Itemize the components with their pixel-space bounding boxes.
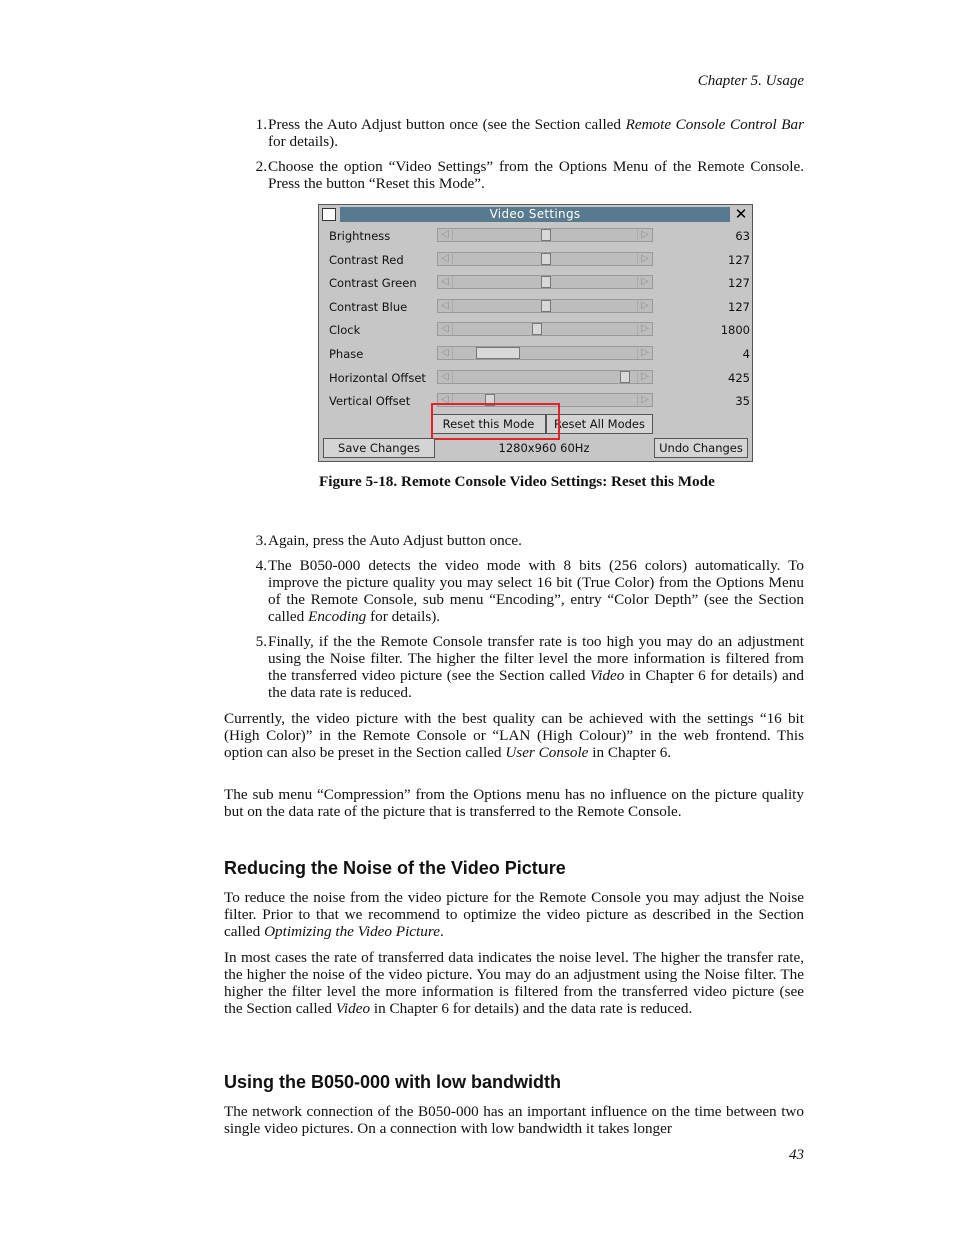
setting-label: Vertical Offset <box>329 394 411 409</box>
setting-row <box>319 298 752 318</box>
list-number: 4. <box>255 557 267 574</box>
paragraph-compression: The sub menu “Compression” from the Options menu has no influence on the picture quality but on the data rate of the picture that is transferred to the Remote Console. <box>224 786 804 820</box>
setting-label: Brightness <box>329 229 391 243</box>
close-icon[interactable]: ✕ <box>734 205 748 223</box>
save-changes-button[interactable]: Save Changes <box>323 438 435 458</box>
arrow-right-icon[interactable]: ▷ <box>637 394 652 406</box>
setting-value: 425 <box>728 370 750 385</box>
list-item <box>247 633 804 701</box>
reset-this-mode-button[interactable]: Reset this Mode <box>431 414 546 434</box>
arrow-right-icon[interactable]: ▷ <box>637 323 652 335</box>
arrow-right-icon[interactable]: ▷ <box>637 300 652 312</box>
slider-thumb[interactable] <box>532 323 542 335</box>
setting-label: Contrast Red <box>329 252 404 267</box>
slider-thumb[interactable] <box>541 253 551 265</box>
setting-label: Contrast Blue <box>329 299 408 314</box>
window-menu-icon[interactable] <box>322 208 336 221</box>
list-text: Choose the option “Video Settings” from the Options Menu of the Remote Console. Press the button “Reset this Mode”. <box>268 158 804 192</box>
setting-value: 127 <box>728 276 750 291</box>
paragraph-currently: Currently, the video picture with the best quality can be achieved with the settings “16 bit (High Color)” in the Remote Console or “LAN (High Colour)” in the web frontend. This option can also be preset in the Section called User Console in Chapter 6. <box>224 710 804 761</box>
section-heading-bandwidth: Using the B050-000 with low bandwidth <box>224 1072 562 1092</box>
list-item <box>247 532 804 549</box>
undo-changes-button[interactable]: Undo Changes <box>654 438 748 458</box>
list-item <box>247 557 804 625</box>
setting-value: 35 <box>735 394 750 409</box>
arrow-left-icon[interactable]: ◁ <box>438 229 453 241</box>
list-number: 1. <box>255 116 267 133</box>
arrow-right-icon[interactable]: ▷ <box>637 253 652 265</box>
dialog-titlebar <box>322 207 749 223</box>
setting-row <box>319 345 752 365</box>
figure-caption: Figure 5-18. Remote Console Video Settings: Reset this Mode <box>319 473 715 490</box>
setting-slider[interactable] <box>437 370 653 384</box>
arrow-left-icon[interactable]: ◁ <box>438 276 453 288</box>
setting-value: 4 <box>742 347 750 361</box>
setting-value: 63 <box>735 229 750 243</box>
slider-thumb[interactable] <box>541 276 551 288</box>
slider-thumb[interactable] <box>541 229 551 241</box>
setting-row <box>319 227 752 247</box>
setting-label: Contrast Green <box>329 276 417 291</box>
list-number: 5. <box>255 633 267 650</box>
paragraph-noise-2: In most cases the rate of transferred data indicates the noise level. The higher the transfer rate, the higher the noise of the video picture. You may do an adjustment using the Noise filter. The higher the filter level the more information is filtered from the transferred video picture (see the Section called Video in Chapter 6 for details) and the data rate is reduced. <box>224 949 804 1017</box>
list-number: 2. <box>255 158 267 175</box>
list-text: Finally, if the the Remote Console transfer rate is too high you may do an adjustment using the Noise filter. The higher the filter level the more information is filtered from the transferred video picture (see the Section called Video in Chapter 6 for details) and the data rate is reduced. <box>268 633 804 701</box>
slider-thumb[interactable] <box>476 347 520 359</box>
setting-value: 127 <box>728 299 750 314</box>
setting-row <box>319 321 752 341</box>
arrow-left-icon[interactable]: ◁ <box>438 394 453 406</box>
arrow-right-icon[interactable]: ▷ <box>637 371 652 383</box>
setting-row <box>319 369 752 389</box>
setting-row <box>319 274 752 294</box>
setting-slider[interactable] <box>437 252 653 266</box>
arrow-right-icon[interactable]: ▷ <box>637 229 652 241</box>
arrow-left-icon[interactable]: ◁ <box>438 300 453 312</box>
setting-slider[interactable] <box>437 275 653 289</box>
list-text: Press the Auto Adjust button once (see the Section called Remote Console Control Bar for details). <box>268 116 804 150</box>
reset-all-modes-button[interactable]: Reset All Modes <box>546 414 653 434</box>
section-heading-noise: Reducing the Noise of the Video Picture <box>224 858 566 878</box>
setting-slider[interactable] <box>437 346 653 360</box>
arrow-left-icon[interactable]: ◁ <box>438 323 453 335</box>
arrow-left-icon[interactable]: ◁ <box>438 371 453 383</box>
page-number: 43 <box>789 1147 804 1163</box>
arrow-left-icon[interactable]: ◁ <box>438 347 453 359</box>
paragraph-noise-1: To reduce the noise from the video picture for the Remote Console you may adjust the Noise filter. Prior to that we recommend to optimize the video picture as described in the Section called Optimizing the Video Picture. <box>224 889 804 940</box>
setting-row <box>319 251 752 271</box>
slider-thumb[interactable] <box>620 371 630 383</box>
list-text: Again, press the Auto Adjust button once. <box>268 532 522 549</box>
list-item <box>247 158 804 192</box>
setting-value: 127 <box>728 252 750 267</box>
setting-value: 1800 <box>720 323 750 338</box>
arrow-left-icon[interactable]: ◁ <box>438 253 453 265</box>
resolution-label: 1280x960 60Hz <box>498 441 590 455</box>
list-item <box>247 116 804 150</box>
arrow-right-icon[interactable]: ▷ <box>637 276 652 288</box>
list-text: The B050-000 detects the video mode with 8 bits (256 colors) automatically. To improve the picture quality you may select 16 bit (True Color) from the Options Menu of the Remote Console, sub menu “Encoding”, entry “Color Depth” (see the Section called Encoding for details). <box>268 557 804 625</box>
setting-label: Phase <box>329 347 364 361</box>
highlight-box <box>431 403 560 440</box>
setting-slider[interactable] <box>437 228 653 242</box>
arrow-right-icon[interactable]: ▷ <box>637 347 652 359</box>
paragraph-bandwidth-1: The network connection of the B050-000 has an important influence on the time between two single video pictures. On a connection with low bandwidth it takes longer <box>224 1103 804 1137</box>
video-settings-dialog-screenshot <box>318 204 753 462</box>
running-header: Chapter 5. Usage <box>697 73 804 89</box>
setting-label: Clock <box>329 323 361 338</box>
setting-label: Horizontal Offset <box>329 370 426 385</box>
setting-slider[interactable] <box>437 322 653 336</box>
slider-thumb[interactable] <box>541 300 551 312</box>
list-number: 3. <box>255 532 267 549</box>
setting-slider[interactable] <box>437 299 653 313</box>
dialog-title: Video Settings <box>340 207 730 222</box>
